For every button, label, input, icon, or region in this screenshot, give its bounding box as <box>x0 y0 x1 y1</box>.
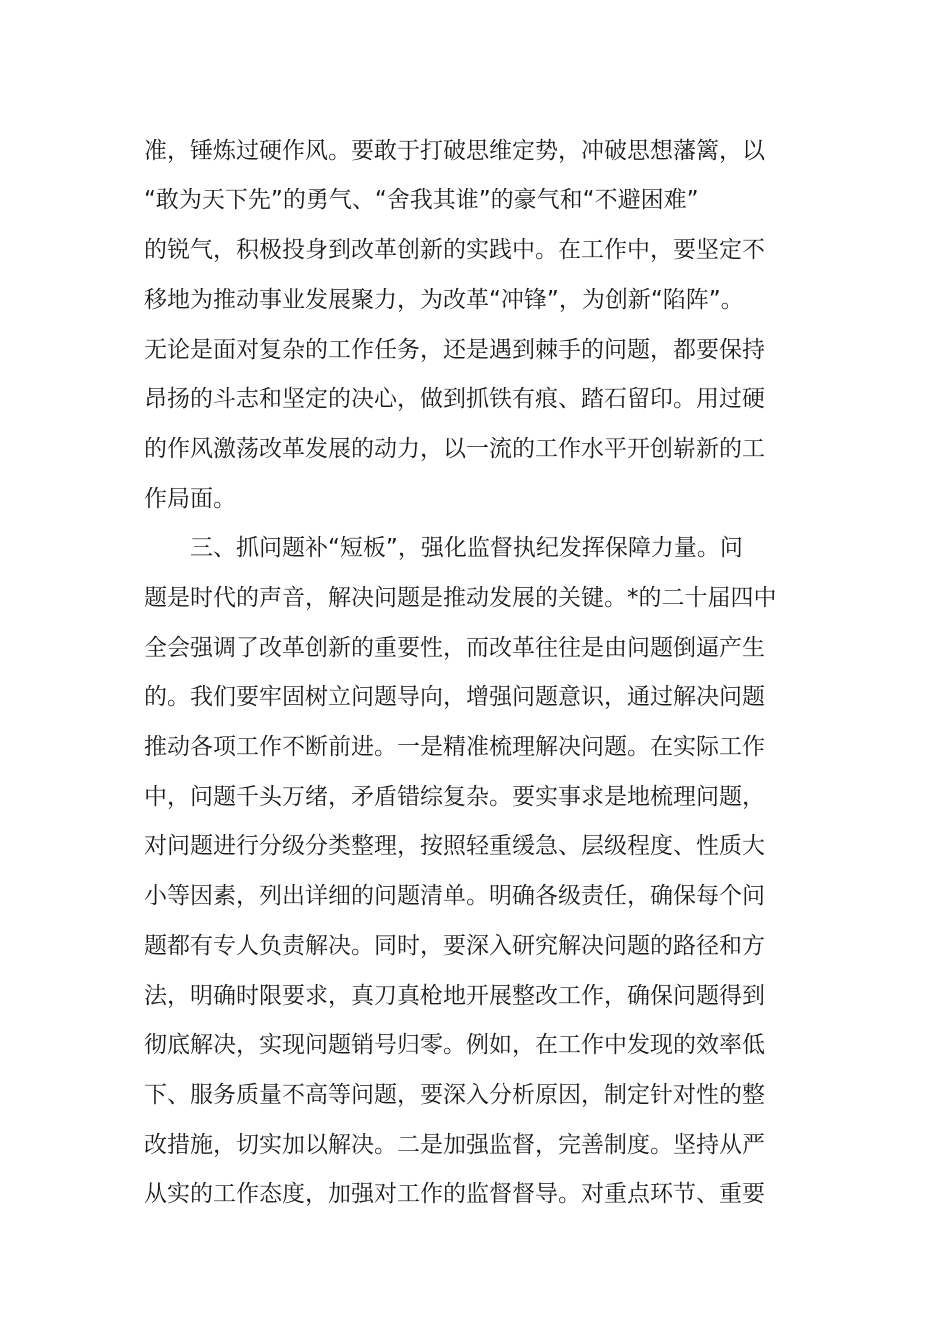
text-line: 昂扬的斗志和坚定的决心，做到抓铁有痕、踏石留印。用过硬 <box>144 386 765 412</box>
text-line: 无论是面对复杂的工作任务，还是遇到棘手的问题，都要保持 <box>144 337 765 363</box>
text-line: 改措施，切实加以解决。二是加强监督，完善制度。坚持从严 <box>144 1132 765 1158</box>
text-line: 从实的工作态度，加强对工作的监督督导。对重点环节、重要 <box>144 1181 765 1207</box>
text-line: 题是时代的声音，解决问题是推动发展的关键。*的二十届四中 <box>144 585 777 611</box>
text-line: 推动各项工作不断前进。一是精准梳理解决问题。在实际工作 <box>144 734 765 760</box>
text-line: 中，问题千头万绪，矛盾错综复杂。要实事求是地梳理问题， <box>144 784 765 810</box>
text-line: 的。我们要牢固树立问题导向，增强问题意识，通过解决问题 <box>144 684 765 710</box>
text-line: 法，明确时限要求，真刀真枪地开展整改工作，确保问题得到 <box>144 983 765 1009</box>
section-heading-line: 三、抓问题补“短板”，强化监督执纪发挥保障力量。问 <box>190 535 743 561</box>
text-line: 的锐气，积极投身到改革创新的实践中。在工作中，要坚定不 <box>144 237 765 263</box>
text-line: “敢为天下先”的勇气、“舍我其谁”的豪气和“不避困难” <box>144 187 699 213</box>
text-line: 彻底解决，实现问题销号归零。例如，在工作中发现的效率低 <box>144 1032 765 1058</box>
text-line: 移地为推动事业发展聚力，为改革“冲锋”，为创新“陷阵”。 <box>144 287 744 313</box>
text-line: 的作风激荡改革发展的动力，以一流的工作水平开创崭新的工 <box>144 436 765 462</box>
text-line: 小等因素，列出详细的问题清单。明确各级责任，确保每个问 <box>144 883 765 909</box>
text-line: 下、服务质量不高等问题，要深入分析原因，制定针对性的整 <box>144 1082 765 1108</box>
text-line: 准，锤炼过硬作风。要敢于打破思维定势，冲破思想藩篱，以 <box>144 138 765 164</box>
text-line: 作局面。 <box>144 486 236 512</box>
text-line: 题都有专人负责解决。同时，要深入研究解决问题的路径和方 <box>144 933 765 959</box>
text-line: 对问题进行分级分类整理，按照轻重缓急、层级程度、性质大 <box>144 833 765 859</box>
text-line: 全会强调了改革创新的重要性，而改革往往是由问题倒逼产生 <box>144 635 765 661</box>
